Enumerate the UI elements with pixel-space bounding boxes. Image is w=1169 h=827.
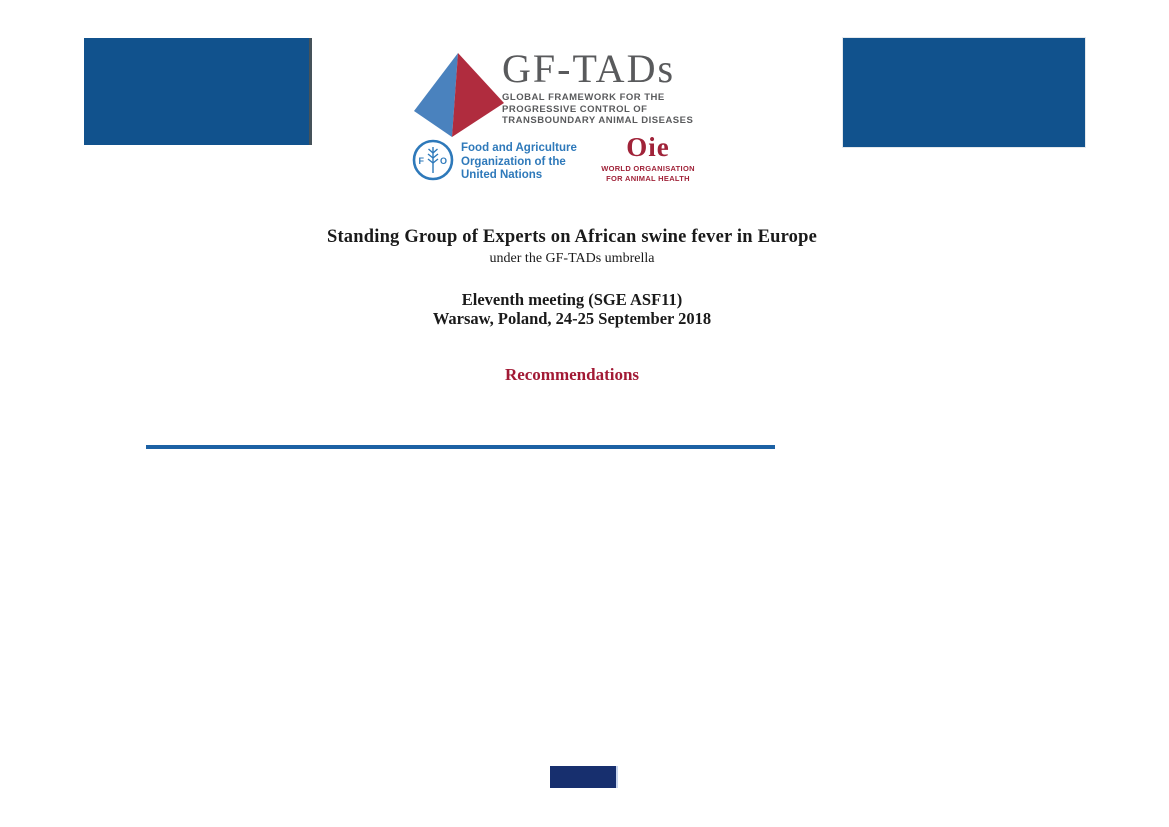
svg-text:F: F [418, 156, 424, 166]
oie-wordmark: Oie [626, 132, 670, 162]
bottom-center-rectangle [550, 766, 618, 788]
gftads-logo-text [502, 46, 694, 127]
section-heading: Recommendations [504, 365, 640, 384]
top-right-banner [843, 38, 1085, 147]
meeting-location-date: Warsaw, Poland, 24-25 September 2018 [432, 309, 712, 328]
horizontal-rule [146, 445, 775, 449]
fao-text-line: Organization of the [461, 155, 566, 168]
fao-logo [412, 139, 577, 186]
meeting-name: Eleventh meeting (SGE ASF11) [461, 290, 683, 309]
oie-logo [597, 134, 699, 183]
oie-tagline-line: WORLD ORGANISATION [601, 164, 695, 173]
fao-text-line: United Nations [461, 169, 543, 181]
top-left-banner [84, 38, 312, 145]
gftads-tagline [502, 92, 693, 127]
svg-text:O: O [440, 156, 448, 166]
gftads-pyramid-icon [412, 51, 506, 144]
oie-tagline [597, 164, 699, 183]
gftads-wordmark: GF-TADs [502, 46, 676, 91]
gftads-tagline-line: PROGRESSIVE CONTROL OF [502, 103, 648, 115]
fao-icon [412, 139, 454, 186]
fao-logo-text [461, 139, 577, 186]
heading-block [252, 227, 892, 385]
fao-text-line: Food and Agriculture [461, 142, 577, 154]
gftads-tagline-line: GLOBAL FRAMEWORK FOR THE [502, 92, 665, 103]
page-subtitle: under the GF-TADs umbrella [489, 251, 655, 266]
oie-tagline-line: FOR ANIMAL HEALTH [606, 173, 690, 183]
gftads-tagline-line: TRANSBOUNDARY ANIMAL DISEASES [502, 115, 694, 126]
page-title: Standing Group of Experts on African swine fever in Europe [326, 227, 818, 247]
